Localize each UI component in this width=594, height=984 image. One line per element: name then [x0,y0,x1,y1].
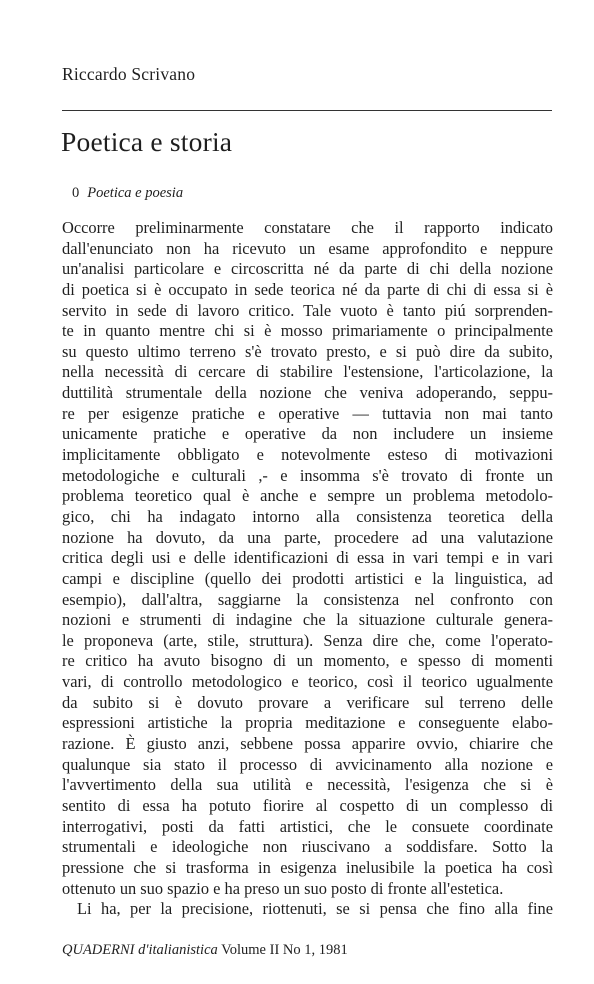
text-line: re per esigenze pratiche e operative — tuttavia non mai tanto [62,403,553,423]
text-line: ottenuto un suo spazio e ha preso un suo posto di fronte all'estetica. [62,878,504,898]
text-line: campi e discipline (quello dei prodotti artistici e la linguistica, ad [62,568,553,588]
text-line: critica degli usi e delle identificazioni di essa in vari tempi e in vari [62,548,553,568]
text-line: interrogativi, posti da fatti artistici, che le consuete coordinate [62,816,553,836]
text-line: metodologiche e culturali ,- e insomma s'è trovato di fronte un [62,465,553,485]
text-line: Occorre preliminarmente constatare che il rapporto indicato [62,218,553,237]
text-line: servito in sede di lavoro critico. Tale vuoto è tanto piú sorprenden- [62,300,553,320]
text-line: sentito di essa ha potuto fiorire al cospetto di un complesso di [62,795,553,815]
text-line: vari, di controllo metodologico e teorico, così il teorico ugualmente [62,672,553,692]
journal-subtitle: d'italianistica [138,942,218,958]
author-name: Riccardo Scrivano [62,64,196,84]
text-line: nozioni e strumenti di indagine che la situazione culturale genera- [62,610,553,630]
text-line: te in quanto mentre chi si è mosso primariamente o principalmente [62,321,553,341]
text-line: re critico ha avuto bisogno di un momento, e spesso di momenti [62,651,553,671]
text-line: nozione ha dovuto, da una parte, procedere ad una valutazione [62,527,553,547]
text-line: qualunque sia stato il processo di avvicinamento alla nozione e [62,754,553,774]
text-line: da subito si è dovuto provare a verificare sul terreno delle [62,692,553,712]
text-line: espressioni artistiche la propria meditazione e conseguente elabo- [62,713,553,733]
text-line: di poetica si è occupato in sede teorica né da parte di chi di essa si è [62,279,553,299]
text-line: esempio), dall'altra, saggiarne la consistenza nel confronto con [62,589,553,609]
text-line: l'avvertimento della sua utilità e necessità, l'esigenza che si è [62,775,553,795]
text-line: gico, chi ha indagato intorno alla consistenza teoretica della [62,506,553,526]
journal-name: QUADERNI [62,942,135,958]
text-line: problema teoretico qual è anche e sempre un problema metodolo- [62,486,553,506]
header-divider [62,110,552,111]
journal-footer [62,942,348,959]
text-line: dall'enunciato non ha ricevuto un esame approfondito e neppure [62,238,553,258]
article-body [62,218,553,920]
text-line: Li ha, per la precisione, riottenuti, se si pensa che fino alla fine [77,899,553,919]
section-heading [72,185,183,202]
section-number: 0 [72,185,80,201]
article-title: Poetica e storia [61,126,233,157]
text-line: unicamente pratiche e operative da non includere un insieme [62,424,553,444]
text-line: razione. È giusto anzi, sebbene possa apparire ovvio, chiarire che [62,734,553,754]
text-line: pressione che si trasforma in esigenza inelusibile la poetica ha così [62,857,553,877]
journal-volume: Volume II No 1, 1981 [221,942,348,958]
text-line: le proponeva (arte, stile, struttura). Senza dire che, come l'operato- [62,630,553,650]
text-line: nella necessità di cercare di stabilire l'estensione, l'articolazione, la [62,362,553,382]
text-line: un'analisi particolare e circoscritta né da parte di chi della nozione [62,259,553,279]
paragraph [62,899,553,920]
text-line: strumentali e ideologiche non riuscivano a soddisfare. Sotto la [62,837,553,857]
section-title: Poetica e poesia [87,185,184,201]
text-line: implicitamente obbligato e notevolmente esteso di motivazioni [62,445,553,465]
paragraph [62,218,553,899]
text-line: su questo ultimo terreno s'è trovato presto, e si può dire da subito, [62,341,553,361]
text-line: duttilità strumentale della nozione che veniva adoperando, seppu- [62,383,553,403]
